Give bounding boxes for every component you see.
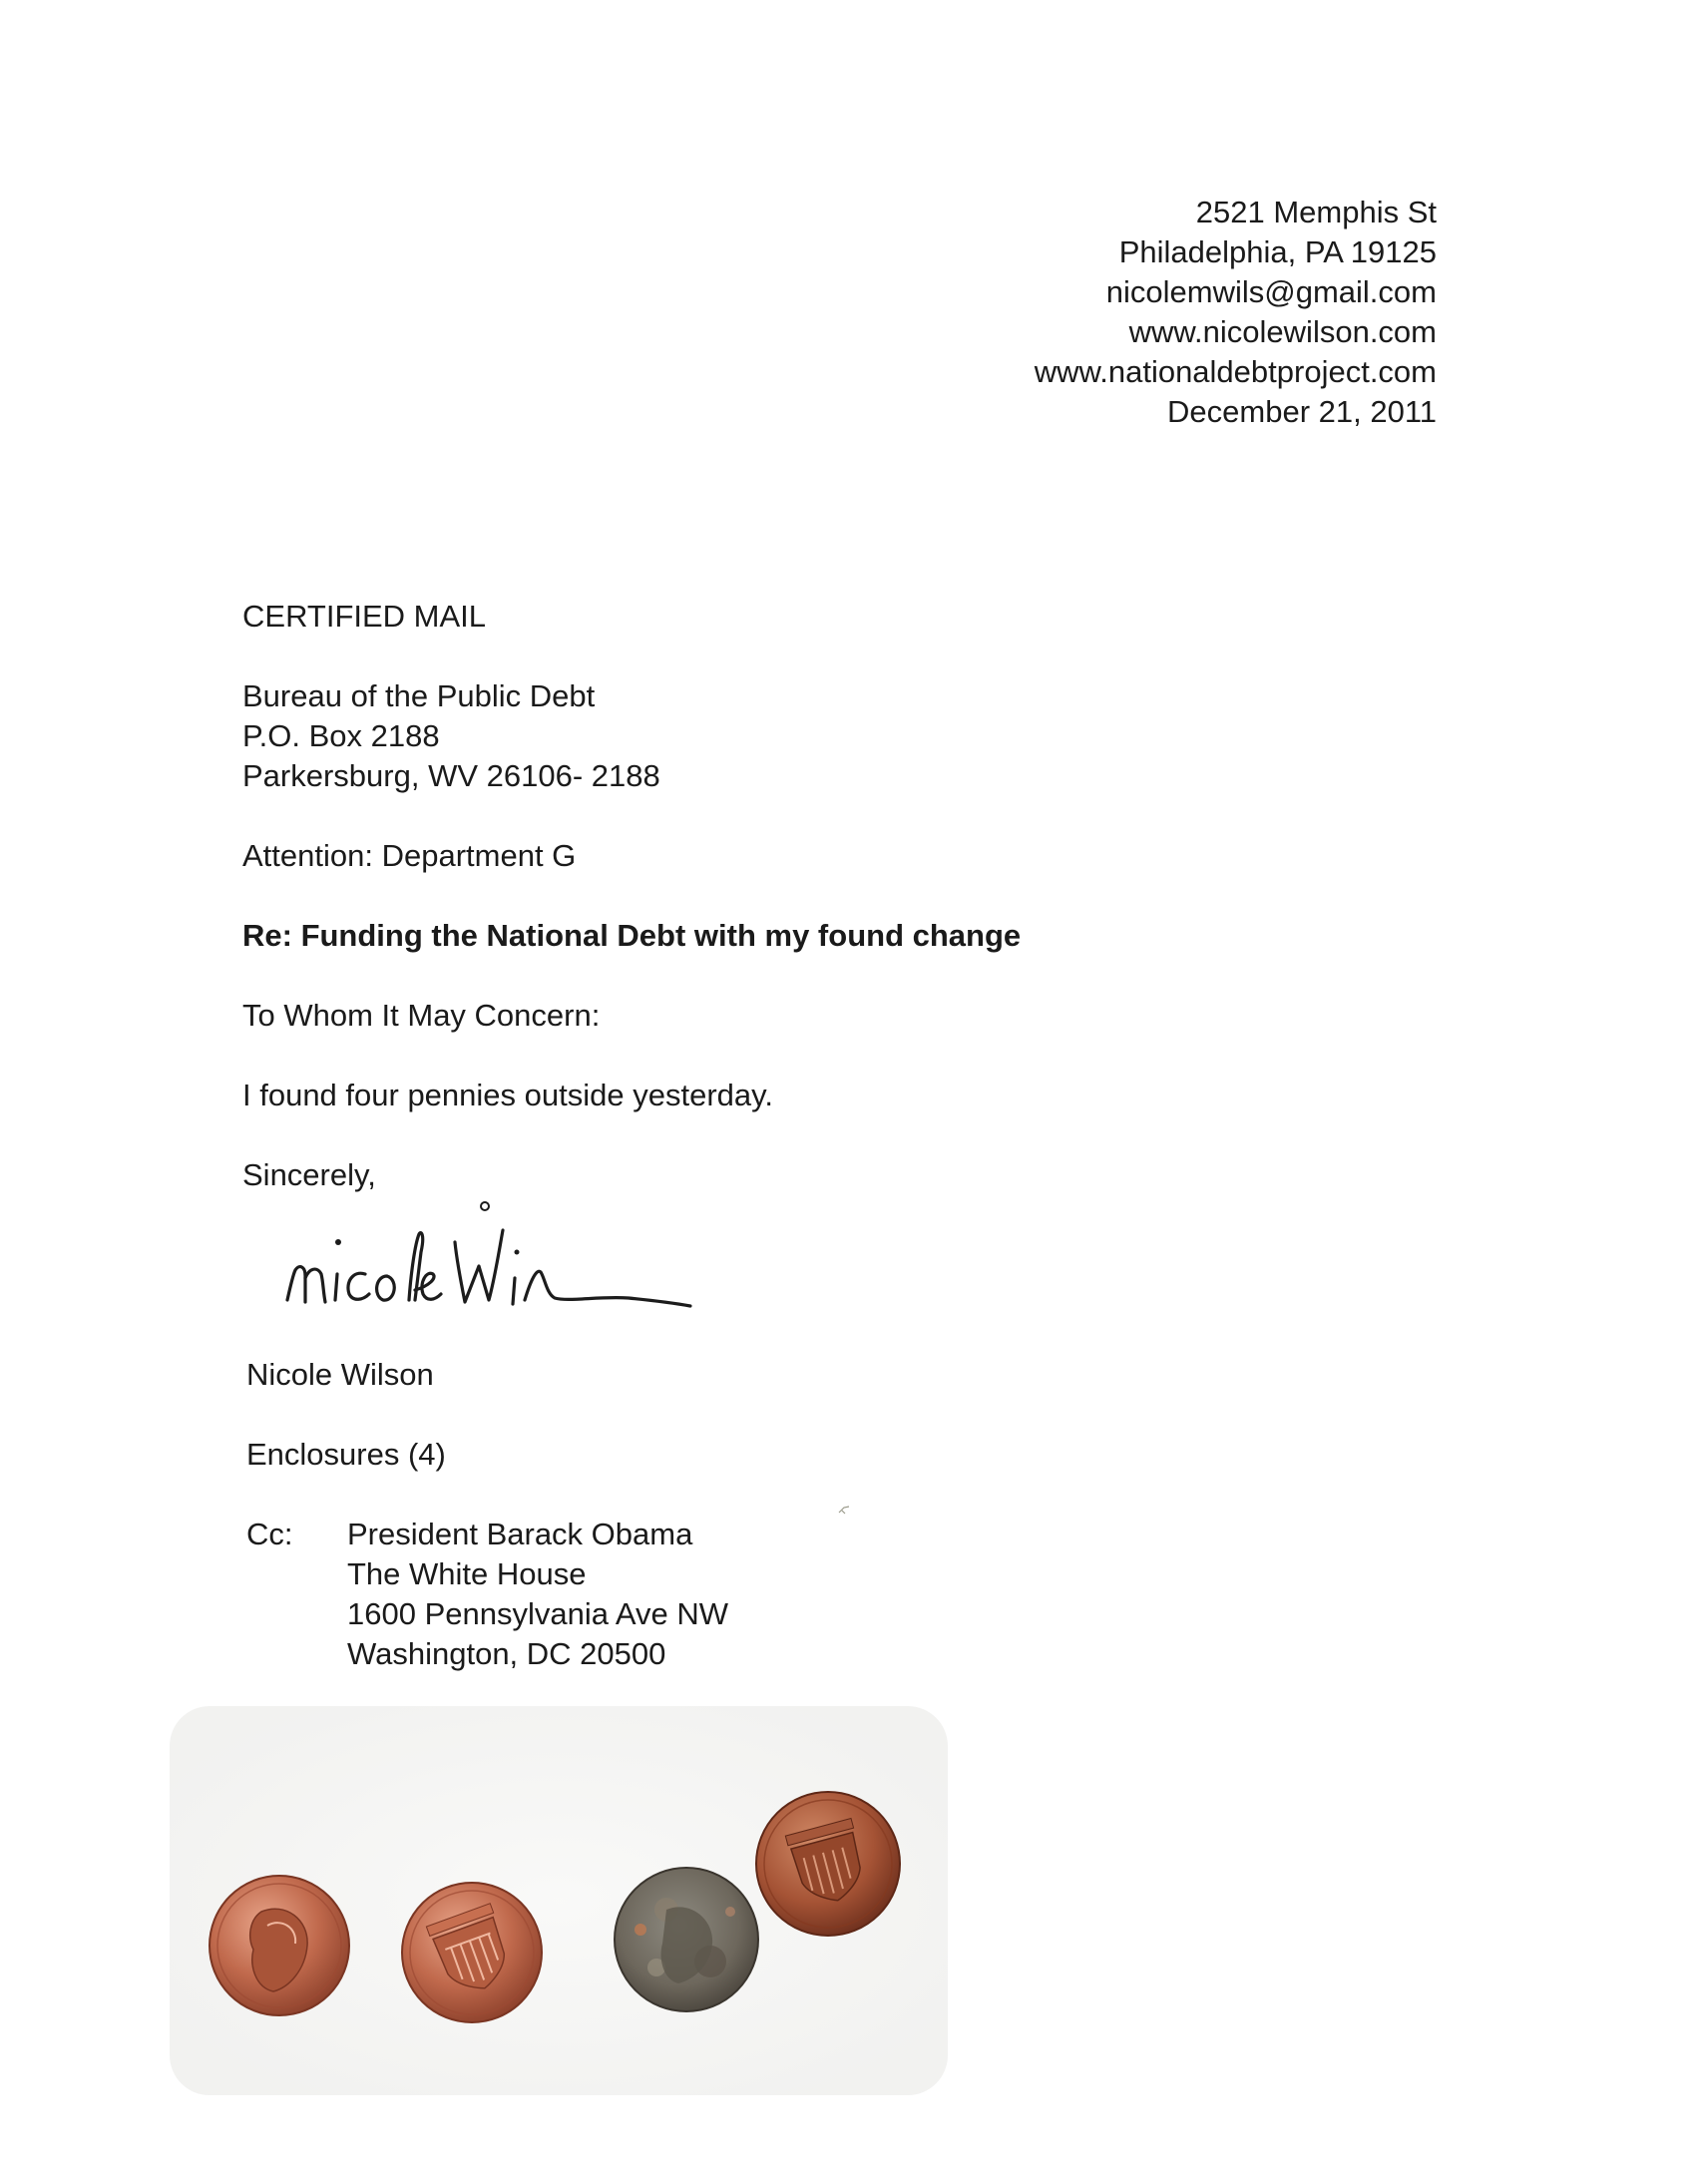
- subject-line: Re: Funding the National Debt with my found change: [242, 918, 1022, 953]
- closing: Sincerely,: [242, 1157, 376, 1192]
- enclosures-note: Enclosures (4): [246, 1437, 446, 1472]
- recipient-po-box: P.O. Box 2188: [242, 718, 440, 753]
- cc-recipient-street: 1600 Pennsylvania Ave NW: [347, 1596, 728, 1631]
- salutation: To Whom It May Concern:: [242, 998, 601, 1033]
- cc-recipient-city-state-zip: Washington, DC 20500: [347, 1636, 666, 1671]
- letter-date: December 21, 2011: [1167, 394, 1437, 429]
- attention-line: Attention: Department G: [242, 838, 577, 873]
- sender-street: 2521 Memphis St: [1195, 195, 1437, 229]
- letter-body: I found four pennies outside yesterday.: [242, 1078, 773, 1112]
- penny-3-corroded: [615, 1868, 758, 2011]
- recipient-city-state-zip: Parkersburg, WV 26106- 2188: [242, 758, 660, 793]
- signer-name: Nicole Wilson: [246, 1357, 434, 1392]
- recipient-address: [242, 676, 660, 796]
- cc-address: [347, 1515, 728, 1674]
- sender-email: nicolemwils@gmail.com: [1105, 274, 1437, 309]
- cc-label: Cc:: [246, 1517, 293, 1551]
- recipient-name: Bureau of the Public Debt: [242, 678, 596, 713]
- sender-city-state-zip: Philadelphia, PA 19125: [1118, 234, 1437, 269]
- handwritten-signature: [269, 1182, 708, 1322]
- penny-2-reverse: [402, 1883, 542, 2022]
- cc-recipient-name: President Barack Obama: [347, 1517, 693, 1551]
- sender-address: [1035, 193, 1437, 432]
- cc-block: [246, 1515, 728, 1674]
- cc-recipient-org: The White House: [347, 1556, 587, 1591]
- penny-4-reverse: [756, 1792, 900, 1936]
- certified-mail-notation: CERTIFIED MAIL: [242, 599, 487, 634]
- paper-speck: [838, 1505, 850, 1515]
- sender-website-personal: www.nicolewilson.com: [1128, 314, 1437, 349]
- penny-1-obverse: [210, 1876, 349, 2015]
- enclosed-pennies: [0, 1696, 998, 2115]
- sender-website-project: www.nationaldebtproject.com: [1034, 354, 1437, 389]
